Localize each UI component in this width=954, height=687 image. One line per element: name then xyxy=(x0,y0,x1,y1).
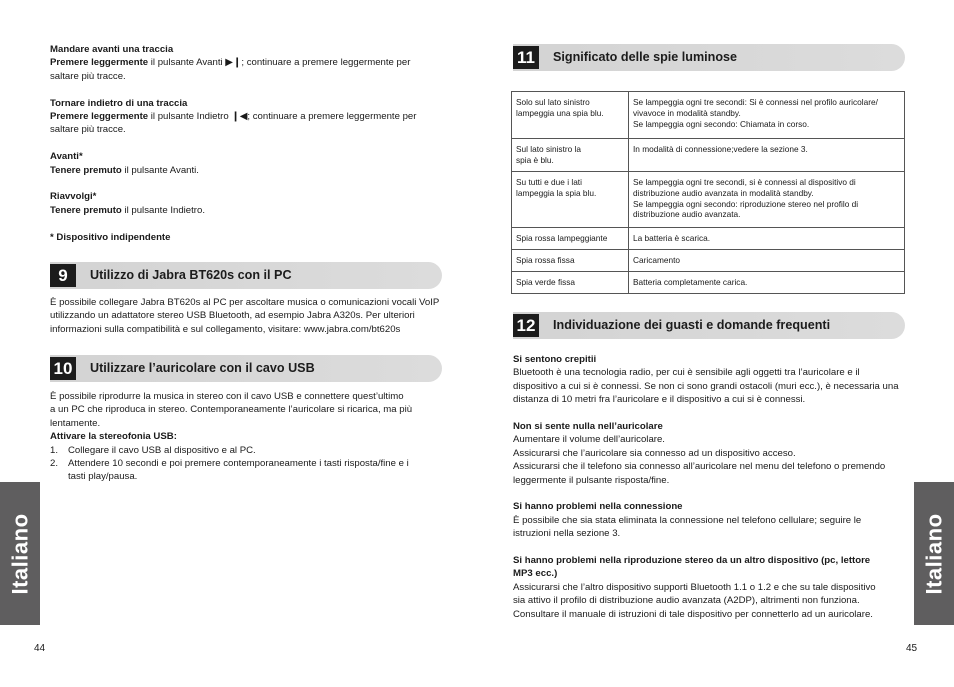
back-text xyxy=(50,110,442,123)
section-9-line: utilizzando un adattatore stereo USB Bluetooth, ad esempio Jabra A320s. Per ulteriori xyxy=(50,310,415,322)
section-9-title: Utilizzo di Jabra BT620s con il PC xyxy=(90,268,292,282)
table-cell: Spia verde fissa xyxy=(512,272,629,294)
table-row xyxy=(512,272,905,294)
page-number-right: 45 xyxy=(906,643,918,654)
table-row xyxy=(512,250,905,272)
language-tab-label: Italiano xyxy=(7,512,33,595)
left-top-text xyxy=(50,43,442,244)
list-item xyxy=(50,457,442,484)
page-number-left: 44 xyxy=(34,643,46,654)
table-cell: Se lampeggia ogni tre secondi: Si è connessi nel profilo auricolare/ vivavoce in modalità standby. Se lampeggia ogni secondo: Chiamata in corso. xyxy=(629,92,905,139)
fwd-title: Mandare avanti una traccia xyxy=(50,44,174,55)
section-12-title: Individuazione dei guasti e domande frequenti xyxy=(553,318,831,332)
section-10-steps xyxy=(50,444,442,484)
table-cell: Caricamento xyxy=(629,250,905,272)
faq-answer: Consultare il manuale di istruzioni di tale dispositivo per connetterlo ad un auricolare. xyxy=(513,608,873,620)
section-11-header xyxy=(513,44,905,71)
table-cell: In modalità di connessione;vedere la sezione 3. xyxy=(629,139,905,172)
step-text: Collegare il cavo USB al dispositivo e al PC. xyxy=(68,444,256,456)
faq-answer: È possibile che sia stata eliminata la connessione nel telefono cellulare; seguire le xyxy=(513,514,862,526)
section-11-number: 11 xyxy=(513,46,539,69)
section-11-title: Significato delle spie luminose xyxy=(553,50,738,64)
faq-answer: istruzioni nella sezione 3. xyxy=(513,528,621,540)
section-9-line: È possibile collegare Jabra BT620s al PC per ascoltare musica o comunicazioni vocali VoIP xyxy=(50,297,440,308)
faq-answer: dispositivo a cui si è connessi. Se non ci sono grandi ostacoli (muri ecc.), è necessaria una xyxy=(513,380,899,392)
back-text-b: ; continuare a premere leggermente per xyxy=(247,111,417,123)
step-text: Attendere 10 secondi e poi premere contemporaneamente i tasti risposta/fine e i xyxy=(68,458,409,470)
faq-question: Si sentono crepitii xyxy=(513,354,597,365)
section-12-number: 12 xyxy=(513,314,539,337)
table-cell: Su tutti e due i lati lampeggia la spia blu. xyxy=(512,172,629,228)
table-row xyxy=(512,139,905,172)
section-10-title: Utilizzare l’auricolare con il cavo USB xyxy=(90,361,315,375)
back-line2: saltare più tracce. xyxy=(50,124,126,136)
fwd-bold: Premere leggermente xyxy=(50,57,149,69)
faq-answer: Assicurarsi che l’altro dispositivo supporti Bluetooth 1.1 o 1.2 e che su tale dispositivo xyxy=(513,581,876,593)
avanti-bold: Tenere premuto xyxy=(50,164,122,176)
riavvolgi-title: Riavvolgi* xyxy=(50,191,97,203)
step-number: 2. xyxy=(50,458,59,470)
faq-answer: Assicurarsi che il telefono sia connesso all’auricolare nel menu del telefono o premendo xyxy=(513,461,886,473)
avanti-title: Avanti* xyxy=(50,151,83,163)
section-10-body xyxy=(50,390,442,484)
fwd-text-a: il pulsante Avanti xyxy=(148,57,226,69)
section-10-line: a un PC che riproduca in stereo. Contemporaneamente l’auricolare si ricarica, ma più xyxy=(50,404,413,416)
faq-question: Si hanno problemi nella riproduzione stereo da un altro dispositivo (pc, lettore xyxy=(513,555,871,567)
avanti-text xyxy=(50,164,442,177)
section-9-line: informazioni sulla compatibilità e sul collegamento, visitare: www.jabra.com/bt620s xyxy=(50,323,401,335)
section-10-number: 10 xyxy=(50,357,76,380)
section-10-subtitle: Attivare la stereofonia USB: xyxy=(50,431,177,443)
section-9-number: 9 xyxy=(50,264,76,287)
table-cell: Spia rossa fissa xyxy=(512,250,629,272)
faq-answer: distanza di 10 metri fra l’auricolare e il dispositivo a cui si è connessi. xyxy=(513,394,806,406)
table-row xyxy=(512,228,905,250)
section-10-line: È possibile riprodurre la musica in stereo con il cavo USB e connettere quest’ultimo xyxy=(50,391,404,402)
forward-button-icon: ▶❙ xyxy=(225,57,242,69)
faq-answer: leggermente il pulsante risposta/fine. xyxy=(513,474,670,486)
table-row xyxy=(512,92,905,139)
faq-answer: Bluetooth è una tecnologia radio, per cui è sensibile agli oggetti tra l’auricolare e il xyxy=(513,367,860,379)
table-cell: Se lampeggia ogni tre secondi, si è connessi al dispositivo di distribuzione audio avanzata in modalità standby. Se lampeggia ogni secondo: riproduzione stereo nel profilo di distribuzione audio avanzata. xyxy=(629,172,905,228)
back-bold: Premere leggermente xyxy=(50,111,149,123)
faq-answer: Assicurarsi che l’auricolare sia connesso ad un dispositivo acceso. xyxy=(513,447,796,459)
step-text: tasti play/pausa. xyxy=(68,471,138,483)
list-item xyxy=(50,444,442,457)
faq-answer: sia attivo il profilo di distribuzione audio avanzata (A2DP), altrimenti non funziona. xyxy=(513,595,860,607)
section-10-header xyxy=(50,355,442,382)
riavvolgi-text xyxy=(50,204,442,217)
table-cell: Sul lato sinistro la spia è blu. xyxy=(512,139,629,172)
language-tab-left xyxy=(0,482,40,625)
section-9-header xyxy=(50,262,442,289)
faq-answer: Aumentare il volume dell’auricolare. xyxy=(513,434,665,446)
faq-question: Non si sente nulla nell’auricolare xyxy=(513,421,663,433)
back-button-icon: ❙◀ xyxy=(231,111,248,123)
faq-question: MP3 ecc.) xyxy=(513,568,558,580)
table-row xyxy=(512,172,905,228)
back-title: Tornare indietro di una traccia xyxy=(50,97,188,109)
section-12-header xyxy=(513,312,905,339)
faq-question: Si hanno problemi nella connessione xyxy=(513,501,683,513)
table-cell: Spia rossa lampeggiante xyxy=(512,228,629,250)
section-10-line: lentamente. xyxy=(50,417,101,429)
avanti-rest: il pulsante Avanti. xyxy=(121,164,199,176)
step-number: 1. xyxy=(50,444,59,456)
section-9-body xyxy=(50,296,442,336)
table-cell: Solo sul lato sinistro lampeggia una spia blu. xyxy=(512,92,629,139)
fwd-text xyxy=(50,56,442,69)
fwd-text-b: ; continuare a premere leggermente per xyxy=(241,57,411,69)
riavvolgi-bold: Tenere premuto xyxy=(50,204,122,216)
footnote: * Dispositivo indipendente xyxy=(50,231,171,243)
language-tab-label: Italiano xyxy=(921,512,947,595)
riavvolgi-rest: il pulsante Indietro. xyxy=(121,204,205,216)
lights-table xyxy=(511,91,905,294)
table-cell: Batteria completamente carica. xyxy=(629,272,905,294)
table-cell: La batteria è scarica. xyxy=(629,228,905,250)
section-12-body xyxy=(513,353,905,621)
fwd-line2: saltare più tracce. xyxy=(50,70,126,82)
language-tab-right xyxy=(914,482,954,625)
back-text-a: il pulsante Indietro xyxy=(148,111,232,123)
